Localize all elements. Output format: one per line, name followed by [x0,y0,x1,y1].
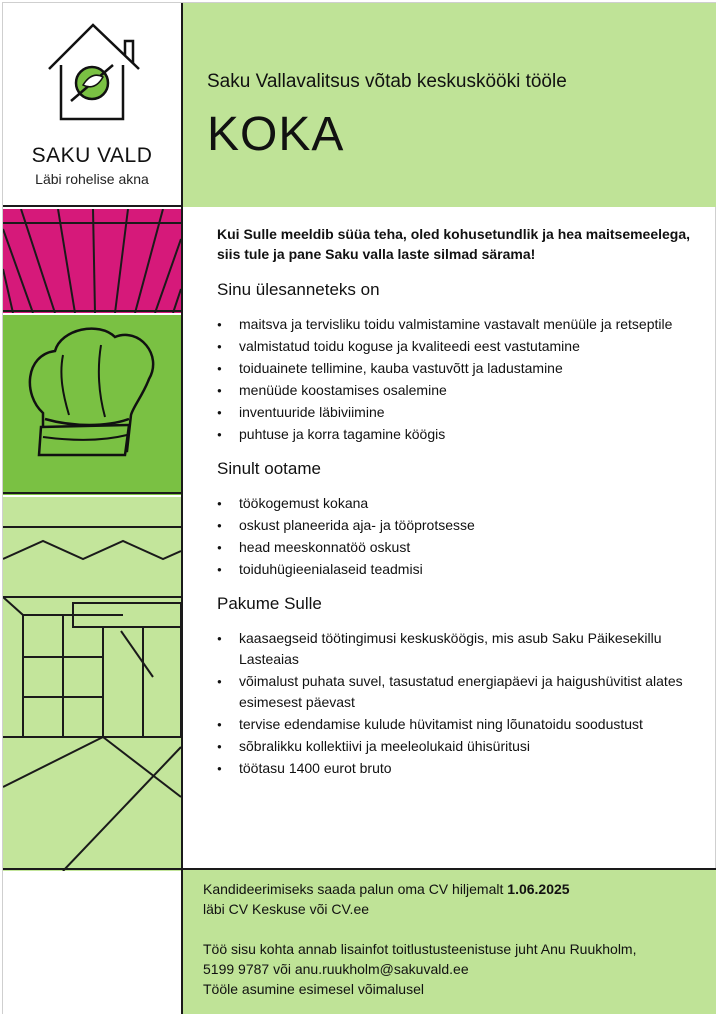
logo-area [3,3,181,207]
offer-list [217,628,697,779]
apply-via: läbi CV Keskuse või CV.ee [203,901,370,917]
section-title-tasks: Sinu ülesanneteks on [217,280,380,299]
saku-vald-logo-icon [43,21,143,126]
list-item: ● puhtuse ja korra tagamine köögis [217,424,697,445]
brand-tagline: Läbi rohelise akna [35,171,149,187]
header-subtitle: Saku Vallavalitsus võtab keskuskööki tööle [207,71,567,92]
divider-left-1 [3,310,181,312]
divider-left-2 [3,492,181,494]
magenta-roof-pattern [3,209,181,313]
list-item: ● toiduainete tellimine, kauba vastuvõtt ja ladustamine [217,358,697,379]
list-item: ● töötasu 1400 eurot bruto [217,758,697,779]
apply-line [203,879,703,899]
list-item: ● head meeskonnatöö oskust [217,537,697,558]
list-item: ● inventuuride läbiviimine [217,402,697,423]
tasks-list [217,314,697,445]
apply-text: Kandideerimiseks saada palun oma CV hiljemalt [203,881,508,897]
intro-text: Kui Sulle meeldib süüa teha, oled kohusetundlik ja hea maitsemeelega, siis tule ja pane Saku valla laste silmad särama! [217,226,691,262]
list-item: ● töökogemust kokana [217,493,697,514]
chef-hat-icon [3,315,181,495]
section-title-requirements: Sinult ootame [217,459,321,478]
list-item: ● menüüde koostamises osalemine [217,380,697,401]
footer-content [203,879,703,999]
requirements-list [217,493,697,580]
list-item: ● oskust planeerida aja- ja tööprotsesse [217,515,697,536]
bottom-left-blank [3,873,181,1014]
contact-line-1: Töö sisu kohta annab lisainfot toitlustusteenistuse juht Anu Ruukholm, [203,941,637,957]
left-column [3,3,181,1014]
list-item: ● maitsva ja tervisliku toidu valmistamine vastavalt menüüle ja retseptile [217,314,697,335]
chef-hat-panel [3,315,181,495]
greenhouse-illustration-icon [3,497,181,871]
deadline-date: 1.06.2025 [507,881,570,897]
footer-band [183,870,716,1014]
section-title-offer: Pakume Sulle [217,594,322,613]
list-item: ● toiduhügieenialaseid teadmisi [217,559,697,580]
greenhouse-panel [3,497,181,871]
start-date-text: Tööle asumine esimesel võimalusel [203,981,424,997]
header-band [183,3,716,207]
list-item: ● kaasaegseid töötingimusi keskusköögis, mis asub Saku Päikesekillu Lasteaias [217,628,697,670]
main-content [217,224,697,793]
list-item: ● sõbralikku kollektiivi ja meeleolukaid ühisüritusi [217,736,697,757]
list-item: ● võimalust puhata suvel, tasustatud energiapäevi ja haigushüvitist alates esimesest päevast [217,671,697,713]
contact-line-2: 5199 9787 või anu.ruukholm@sakuvald.ee [203,961,469,977]
job-title: KOKA [207,108,345,161]
brand-name: SAKU VALD [31,144,153,167]
list-item: ● tervise edendamise kulude hüvitamist ning lõunatoidu soodustust [217,714,697,735]
list-item: ● valmistatud toidu koguse ja kvaliteedi eest vastutamine [217,336,697,357]
